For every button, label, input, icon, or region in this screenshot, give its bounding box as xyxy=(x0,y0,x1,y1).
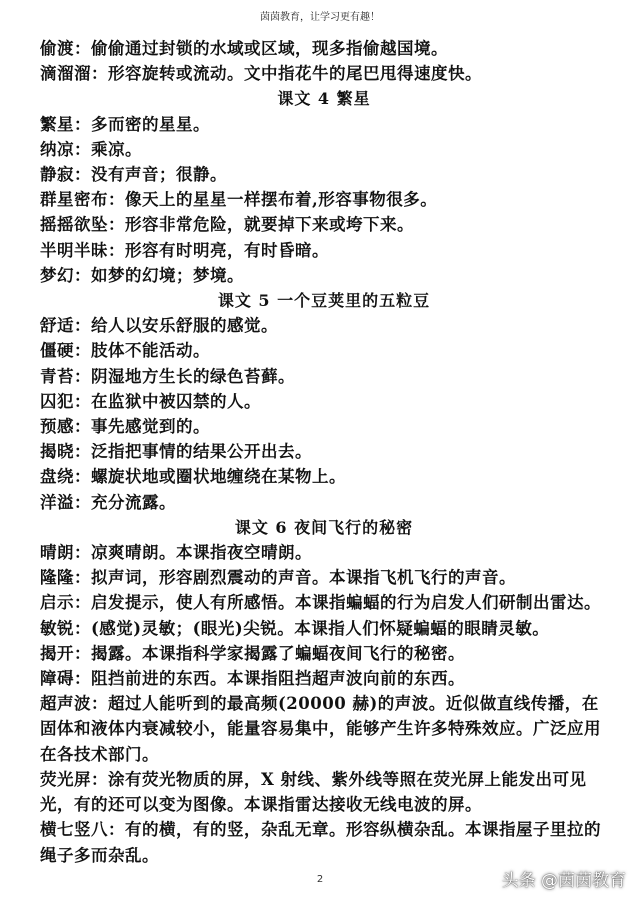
vocab-term: 揭开 xyxy=(40,643,74,663)
section-heading: 课文 6 夜间飞行的秘密 xyxy=(234,517,414,537)
vocab-term: 僵硬 xyxy=(40,341,74,361)
term-separator: ： xyxy=(74,568,91,588)
vocab-entry xyxy=(40,61,608,86)
vocab-entry xyxy=(40,565,608,590)
vocab-entry xyxy=(40,691,608,767)
section-heading: 课文 5 一个豆荚里的五粒豆 xyxy=(217,291,431,311)
vocab-term: 静寂 xyxy=(40,165,74,185)
term-separator: ： xyxy=(74,366,91,386)
vocab-entry xyxy=(40,137,608,162)
vocab-entry xyxy=(40,313,608,338)
vocab-entry xyxy=(40,767,608,817)
vocab-definition: 事先感觉到的。 xyxy=(91,417,210,437)
vocab-term: 横七竖八 xyxy=(40,820,108,840)
term-separator: ： xyxy=(74,492,91,512)
vocab-term: 障碍 xyxy=(40,669,74,689)
vocab-definition: 拟声词，形容剧烈震动的声音。本课指飞机飞行的声音。 xyxy=(91,568,516,588)
vocab-definition: 有的横，有的竖，杂乱无章。形容纵横杂乱。本课指屋子里拉的绳子多而杂乱。 xyxy=(40,820,601,865)
vocab-entry xyxy=(40,590,608,615)
vocab-definition: 形容非常危险，就要掉下来或垮下来。 xyxy=(125,215,414,235)
term-separator: ： xyxy=(74,442,91,462)
term-separator: ： xyxy=(74,543,91,563)
vocab-term: 荧光屏 xyxy=(40,769,91,789)
watermark: 头条 @茵茵教育 xyxy=(501,871,626,891)
vocab-definition: 涂有荧光物质的屏，X 射线、紫外线等照在荧光屏上能发出可见光，有的还可以变为图像。本课指雷达接收无线电波的屏。 xyxy=(40,769,587,815)
term-separator: ： xyxy=(74,643,91,663)
vocab-entry xyxy=(40,338,608,363)
term-separator: ： xyxy=(74,165,91,185)
vocab-term: 囚犯 xyxy=(40,391,74,411)
term-separator: ： xyxy=(108,215,125,235)
vocab-entry xyxy=(40,263,608,288)
vocab-definition: 在监狱中被囚禁的人。 xyxy=(91,391,261,411)
vocab-entry xyxy=(40,490,608,515)
vocab-definition: 揭露。本课指科学家揭露了蝙蝠夜间飞行的秘密。 xyxy=(91,643,465,663)
vocab-term: 隆隆 xyxy=(40,568,74,588)
vocab-definition: 螺旋状地或圈状地缠绕在某物上。 xyxy=(91,467,346,487)
term-separator: ： xyxy=(74,316,91,336)
vocab-term: 洋溢 xyxy=(40,492,74,512)
vocab-term: 青苔 xyxy=(40,366,74,386)
vocab-definition: 给人以安乐舒服的感觉。 xyxy=(91,316,278,336)
vocab-entry xyxy=(40,414,608,439)
vocab-term: 预感 xyxy=(40,417,74,437)
term-separator: ： xyxy=(74,417,91,437)
vocab-term: 超声波 xyxy=(40,694,91,714)
vocab-entry xyxy=(40,162,608,187)
vocab-definition: 肢体不能活动。 xyxy=(91,341,210,361)
vocab-entry xyxy=(40,666,608,691)
vocab-term: 摇摇欲坠 xyxy=(40,215,108,235)
document-body xyxy=(40,36,608,868)
page-header: 茵茵教育，让学习更有趣！ xyxy=(260,12,380,23)
vocab-definition: 如梦的幻境；梦境。 xyxy=(91,265,244,285)
vocab-definition: 像天上的星星一样摆布着,形容事物很多。 xyxy=(125,190,438,210)
vocab-definition: 启发提示，使人有所感悟。本课指蝙蝠的行为启发人们研制出雷达。 xyxy=(91,593,601,613)
term-separator: ： xyxy=(74,391,91,411)
vocab-term: 晴朗 xyxy=(40,543,74,563)
term-separator: ： xyxy=(74,669,91,689)
vocab-definition: 形容有时明亮，有时昏暗。 xyxy=(125,240,329,260)
vocab-entry xyxy=(40,464,608,489)
vocab-definition: 形容旋转或流动。文中指花牛的尾巴甩得速度快。 xyxy=(108,64,482,84)
term-separator: ： xyxy=(74,39,91,58)
vocab-definition: 乘凉。 xyxy=(91,139,142,159)
vocab-entry xyxy=(40,238,608,263)
vocab-definition: 阻挡前进的东西。本课指阻挡超声波向前的东西。 xyxy=(91,669,465,689)
vocab-term: 滴溜溜 xyxy=(40,64,91,84)
term-separator: ： xyxy=(91,694,108,714)
vocab-term: 敏锐 xyxy=(40,618,74,638)
vocab-term: 繁星 xyxy=(40,114,74,134)
vocab-definition: 充分流露。 xyxy=(91,492,176,512)
vocab-entry xyxy=(40,112,608,137)
page-number: 2 xyxy=(316,874,324,885)
vocab-definition: (感觉)灵敏；(眼光)尖锐。本课指人们怀疑蝙蝠的眼睛灵敏。 xyxy=(91,618,550,638)
vocab-term: 纳凉 xyxy=(40,139,74,159)
vocab-term: 半明半昧 xyxy=(40,240,108,260)
term-separator: ： xyxy=(74,593,91,613)
term-separator: ： xyxy=(74,618,91,638)
vocab-definition: 没有声音；很静。 xyxy=(91,165,227,185)
vocab-term: 盘绕 xyxy=(40,467,74,487)
term-separator: ： xyxy=(74,265,91,285)
vocab-definition: 超过人能听到的最高频(20000 赫)的声波。近似做直线传播，在固体和液体内衰减较小，能量容易集中，能够产生许多特殊效应。广泛应用在各技术部门。 xyxy=(40,694,601,764)
vocab-definition: 泛指把事情的结果公开出去。 xyxy=(91,442,312,462)
vocab-entry xyxy=(40,540,608,565)
vocab-entry xyxy=(40,389,608,414)
term-separator: ： xyxy=(108,240,125,260)
vocab-definition: 偷偷通过封锁的水域或区域，现多指偷越国境。 xyxy=(91,39,448,58)
vocab-term: 群星密布 xyxy=(40,190,108,210)
vocab-entry xyxy=(40,641,608,666)
term-separator: ： xyxy=(108,190,125,210)
vocab-term: 舒适 xyxy=(40,316,74,336)
vocab-term: 揭晓 xyxy=(40,442,74,462)
term-separator: ： xyxy=(108,820,125,840)
term-separator: ： xyxy=(91,769,108,789)
term-separator: ： xyxy=(74,341,91,361)
vocab-entry xyxy=(40,817,608,867)
term-separator: ： xyxy=(74,467,91,487)
vocab-definition: 凉爽晴朗。本课指夜空晴朗。 xyxy=(91,543,312,563)
vocab-entry xyxy=(40,187,608,212)
vocab-entry xyxy=(40,364,608,389)
term-separator: ： xyxy=(91,64,108,84)
vocab-term: 偷渡 xyxy=(40,39,74,58)
vocab-definition: 多而密的星星。 xyxy=(91,114,210,134)
vocab-entry xyxy=(40,439,608,464)
section-heading: 课文 4 繁星 xyxy=(277,89,371,109)
vocab-entry xyxy=(40,616,608,641)
vocab-term: 启示 xyxy=(40,593,74,613)
term-separator: ： xyxy=(74,114,91,134)
vocab-entry xyxy=(40,36,608,61)
vocab-entry xyxy=(40,212,608,237)
term-separator: ： xyxy=(74,139,91,159)
vocab-term: 梦幻 xyxy=(40,265,74,285)
vocab-definition: 阴湿地方生长的绿色苔藓。 xyxy=(91,366,295,386)
